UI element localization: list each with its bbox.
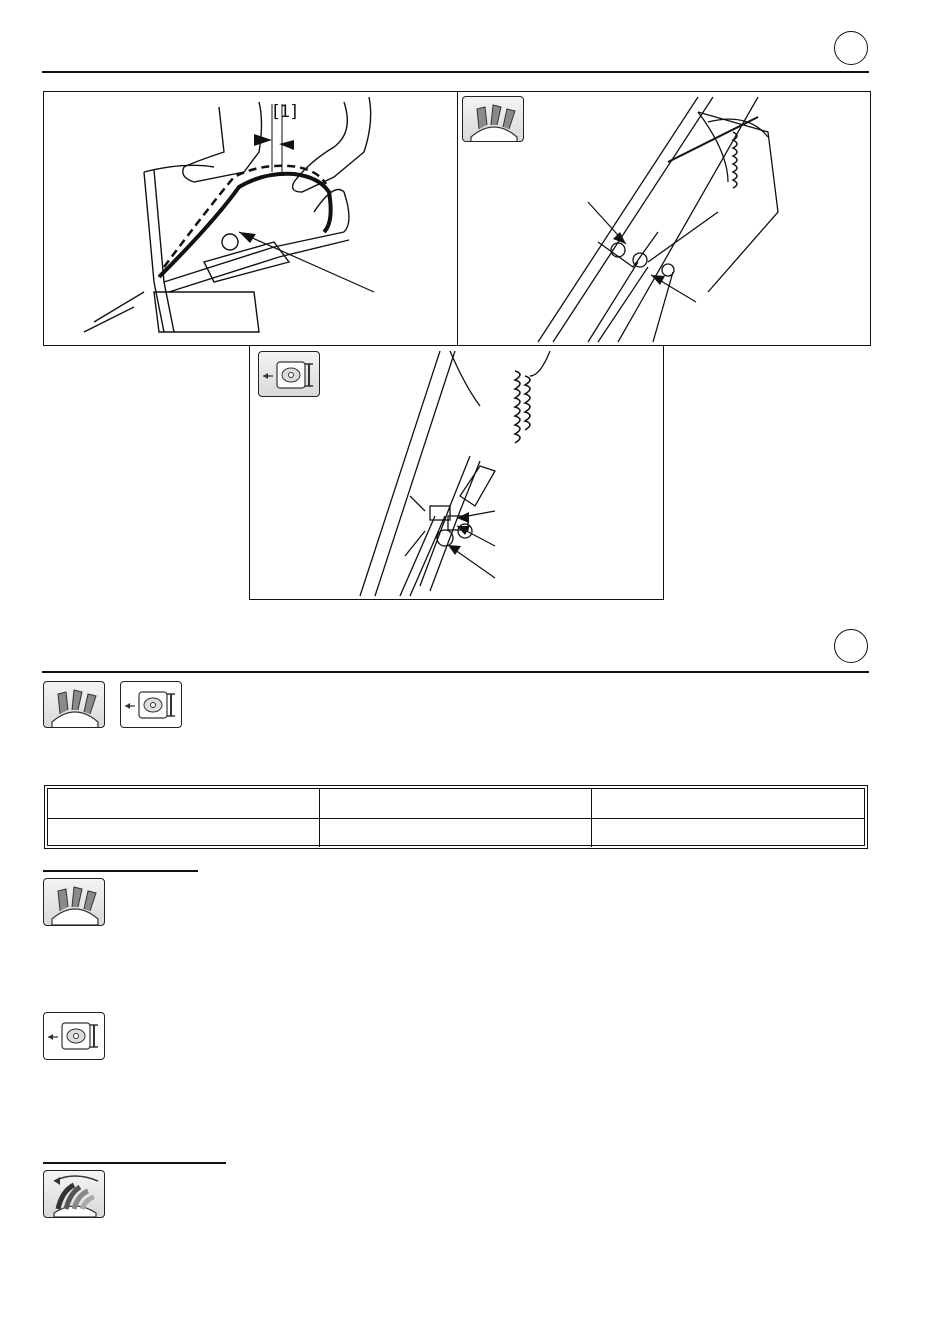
section-marker-top (834, 31, 868, 65)
settings-table (44, 785, 868, 849)
figure-lever-cables (457, 91, 871, 346)
table-cell (320, 819, 592, 847)
figure-cable-routing (43, 91, 458, 346)
figure-drive-cables (249, 345, 664, 600)
top-rule (42, 71, 869, 73)
table-cell (592, 819, 864, 847)
levers-icon-sub (43, 878, 105, 926)
speed-control-icon (43, 1170, 105, 1218)
subsection-rule-speed (43, 1162, 226, 1164)
levers-icon (462, 96, 524, 142)
table-cell (592, 789, 864, 819)
table-cell (48, 789, 320, 819)
levers-icon-header (43, 681, 105, 728)
middle-rule (42, 671, 869, 673)
table-cell (48, 819, 320, 847)
table-cell (320, 789, 592, 819)
figure-callout-label: [1] (273, 102, 298, 122)
section-marker-middle (834, 629, 868, 663)
subsection-rule-levers (43, 870, 198, 872)
mower-drive-icon (258, 351, 320, 397)
mower-drive-icon-header (120, 681, 182, 728)
mower-drive-icon-sub (43, 1012, 105, 1060)
